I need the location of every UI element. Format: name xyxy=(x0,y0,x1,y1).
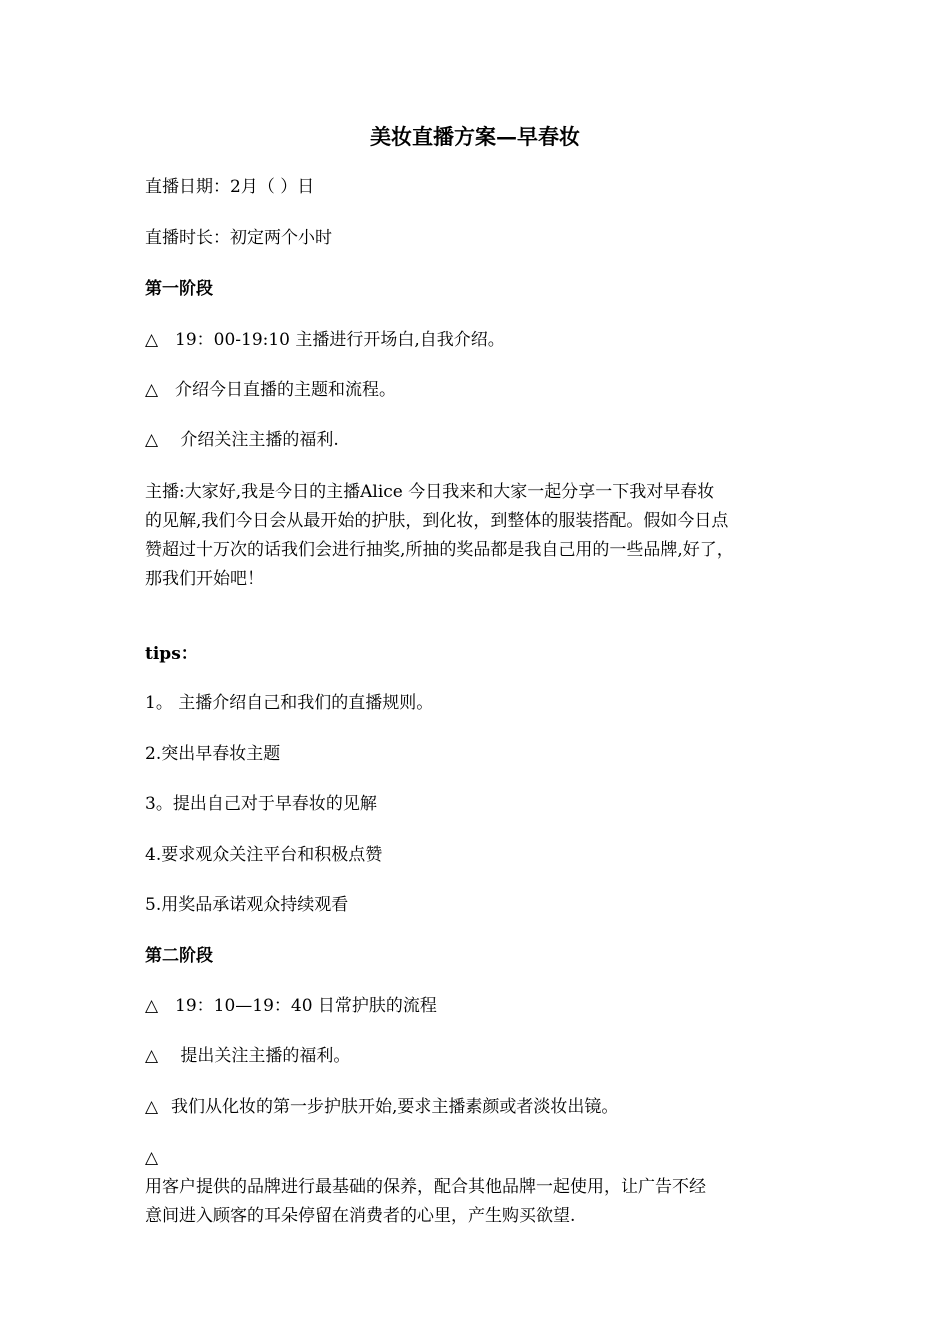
stage-2-bullet xyxy=(145,994,437,1018)
broadcast-date: 直播日期：2月（ ）日 xyxy=(145,177,315,197)
triangle-icon: △ xyxy=(145,380,159,400)
host-script-paragraph xyxy=(145,478,817,594)
stage-1-heading: 第一阶段 xyxy=(145,279,213,299)
bullet-text: 19：00-19:10 主播进行开场白,自我介绍。 xyxy=(175,330,505,350)
stage-2-heading: 第二阶段 xyxy=(145,946,213,966)
bullet-line xyxy=(145,1144,817,1202)
triangle-icon: △ xyxy=(145,330,159,350)
host-script-line: 那我们开始吧！ xyxy=(145,569,264,589)
triangle-icon: △ xyxy=(145,1046,159,1066)
stage-1-bullet xyxy=(145,378,396,402)
bullet-text: 介绍今日直播的主题和流程。 xyxy=(175,380,396,400)
bullet-text: 19：10—19：40 日常护肤的流程 xyxy=(175,996,437,1016)
triangle-icon: △ xyxy=(145,1097,159,1117)
broadcast-duration: 直播时长：初定两个小时 xyxy=(145,228,332,248)
tip-item: 5.用奖品承诺观众持续观看 xyxy=(145,895,349,915)
tips-label: tips： xyxy=(145,644,198,664)
stage-2-last-bullet xyxy=(145,1144,817,1231)
host-script-line: 赞超过十万次的话我们会进行抽奖,所抽的奖品都是我自己用的一些品牌,好了， xyxy=(145,540,734,560)
document-title: 美妆直播方案—早春妆 xyxy=(370,124,580,149)
triangle-icon: △ xyxy=(145,996,159,1016)
stage-1-bullet xyxy=(145,328,505,352)
tip-item: 1。 主播介绍自己和我们的直播规则。 xyxy=(145,693,434,713)
stage-2-bullet xyxy=(145,1044,350,1068)
tip-item: 4.要求观众关注平台和积极点赞 xyxy=(145,845,383,865)
bullet-text: 用客户提供的品牌进行最基础的保养，配合其他品牌一起使用，让广告不经 xyxy=(145,1177,706,1197)
bullet-text: 提出关注主播的福利。 xyxy=(175,1046,351,1066)
stage-1-bullet xyxy=(145,428,339,452)
host-script-line: 主播:大家好,我是今日的主播Alice 今日我来和大家一起分享一下我对早春妆 xyxy=(145,482,715,502)
bullet-line: 意间进入顾客的耳朵停留在消费者的心里，产生购买欲望. xyxy=(145,1206,576,1226)
stage-2-bullet xyxy=(145,1095,618,1119)
bullet-text: 介绍关注主播的福利. xyxy=(175,430,339,450)
tip-item: 2.突出早春妆主题 xyxy=(145,744,281,764)
triangle-icon: △ xyxy=(145,1148,159,1168)
triangle-icon: △ xyxy=(145,430,159,450)
bullet-text: 我们从化妆的第一步护肤开始,要求主播素颜或者淡妆出镜。 xyxy=(171,1097,619,1117)
tip-item: 3。提出自己对于早春妆的见解 xyxy=(145,794,377,814)
host-script-line: 的见解,我们今日会从最开始的护肤，到化妆，到整体的服装搭配。假如今日点 xyxy=(145,511,729,531)
